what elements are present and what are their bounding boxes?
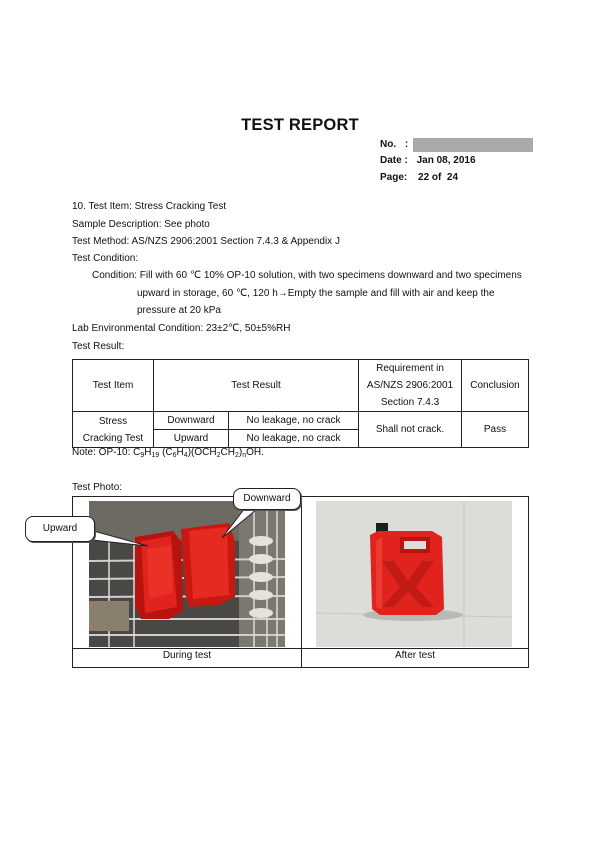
cell-conclusion: Pass — [462, 412, 529, 448]
header-test-result: Test Result — [154, 360, 359, 412]
report-page-value: 22 of 24 — [418, 172, 459, 183]
cell-requirement: Shall not crack. — [359, 412, 462, 448]
report-date-label: Date : — [380, 155, 408, 166]
header-requirement-line2: AS/NZS 2906:2001 — [366, 380, 454, 391]
note-prefix: Note: OP-10: C — [72, 447, 141, 458]
callout-downward: Downward — [233, 488, 301, 510]
header-requirement-line1: Requirement in — [376, 363, 444, 374]
header-conclusion: Conclusion — [462, 360, 529, 412]
lab-environment-line: Lab Environmental Condition: 23±2℃, 50±5%RH — [72, 323, 291, 334]
caption-after-test: After test — [394, 650, 435, 661]
note-sub: 2 — [234, 452, 239, 459]
report-no-label: No. — [380, 139, 397, 150]
report-no-colon: : — [404, 139, 409, 150]
note-sub: 2 — [216, 452, 221, 459]
note-text: ) — [238, 447, 243, 458]
condition-line-2: upward in storage, 60 ℃, 120 h→Empty the sample and fill with air and keep the — [137, 288, 495, 299]
cell-orientation-downward: Downward — [154, 412, 229, 430]
header-requirement-line3: Section 7.4.3 — [380, 397, 440, 408]
note-sub: n — [242, 452, 247, 459]
note-sub: 4 — [183, 452, 188, 459]
cell-result-downward: No leakage, no crack — [229, 412, 359, 430]
cell-test-item-line2: Cracking Test — [82, 432, 144, 444]
condition-line-3: pressure at 20 kPa — [137, 305, 221, 316]
test-photo-label: Test Photo: — [72, 482, 123, 493]
caption-during-test: During test — [162, 650, 212, 661]
note-text: H — [144, 447, 152, 458]
note-text: CH — [220, 447, 235, 458]
note-sub: 9 — [140, 452, 145, 459]
cell-test-item-line1: Stress — [98, 415, 128, 427]
sample-description-line: Sample Description: See photo — [72, 219, 210, 230]
report-date-value: Jan 08, 2016 — [416, 155, 476, 166]
cell-orientation-upward: Upward — [154, 430, 229, 448]
test-method-line: Test Method: AS/NZS 2906:2001 Section 7.4.3 & Appendix J — [72, 236, 340, 247]
note-sub: 19 — [151, 452, 160, 459]
report-page-label: Page: — [380, 172, 408, 183]
cell-result-upward: No leakage, no crack — [229, 430, 359, 448]
report-title: TEST REPORT — [241, 116, 359, 134]
test-condition-label: Test Condition: — [72, 253, 139, 264]
note-text: (C — [159, 447, 173, 458]
note-text: H — [176, 447, 184, 458]
condition-line-1: Condition: Fill with 60 ℃ 10% OP-10 solution, with two specimens downward and two specimens — [92, 270, 522, 281]
test-item-line: 10. Test Item: Stress Cracking Test — [72, 201, 227, 212]
note-text: OH. — [246, 447, 264, 458]
note-sub: 6 — [172, 452, 177, 459]
callout-upward: Upward — [25, 516, 95, 542]
header-test-item: Test Item — [73, 360, 154, 412]
note-text: )(OCH — [187, 447, 217, 458]
test-result-label: Test Result: — [72, 341, 125, 352]
